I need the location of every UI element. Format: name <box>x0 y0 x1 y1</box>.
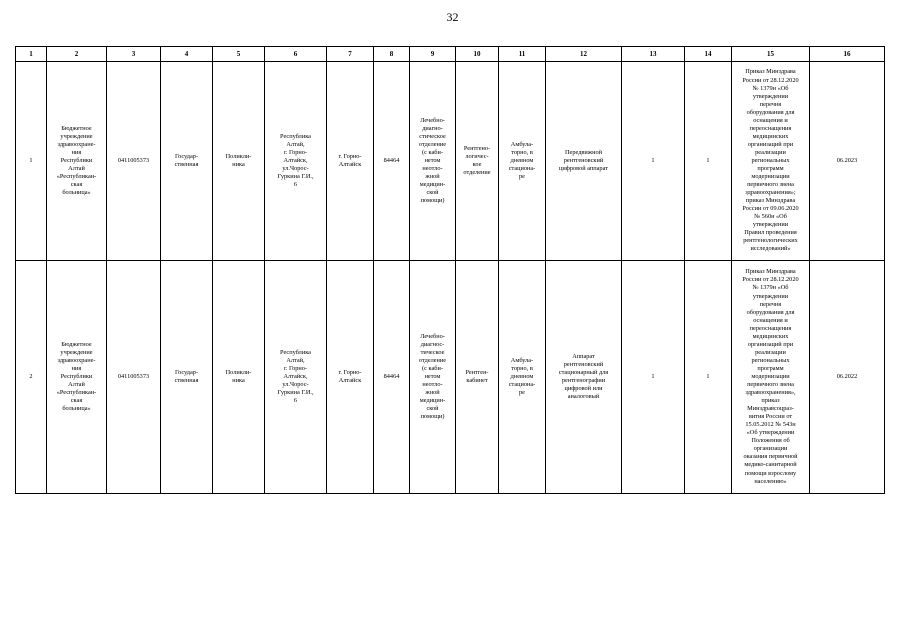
column-header: 1 <box>16 47 47 62</box>
cell-city: г. Горно- Алтайск <box>327 62 374 261</box>
cell-organization: Бюджетное учреждение здравоохране- ния Республики Алтай «Республикан- ская больница» <box>47 261 107 494</box>
page-number: 32 <box>446 10 459 24</box>
column-header: 11 <box>499 47 546 62</box>
cell-equipment: Аппарат рентгеновский стационарный для рентгенографии цифровой или аналоговый <box>546 261 622 494</box>
cell-legal-basis: Приказ Минздрава России от 28.12.2020 № 1379н «Об утверждении перечня оборудования для оснащения и переоснащения медицинских организаций при реализации региональных программ модернизации первичного звена здравоохранения»; приказ Минздрава России от 09.06.2020 № 560н «Об утверждении Правил проведения рентгенологических исследований» <box>732 62 810 261</box>
cell-quantity-required: 1 <box>622 261 685 494</box>
table-row <box>16 261 885 494</box>
column-header: 14 <box>685 47 732 62</box>
column-header: 8 <box>374 47 410 62</box>
cell-equipment: Передвижной рентгеновский цифровой аппарат <box>546 62 622 261</box>
cell-quantity: 1 <box>685 62 732 261</box>
table-header-row <box>16 47 885 62</box>
cell-quantity: 1 <box>685 261 732 494</box>
column-header: 12 <box>546 47 622 62</box>
cell-date: 06.2022 <box>810 261 885 494</box>
column-header: 7 <box>327 47 374 62</box>
cell-code: 84464 <box>374 261 410 494</box>
cell-department: Лечебно- диагно- стическое отделение (с каби- нетом неотлo- жной медицин- ской помощи) <box>410 62 456 261</box>
column-header: 5 <box>213 47 265 62</box>
column-header: 4 <box>161 47 213 62</box>
cell-unit-type: Поликли- ника <box>213 62 265 261</box>
cell-row-number: 2 <box>16 261 47 494</box>
column-header: 9 <box>410 47 456 62</box>
table-row <box>16 62 885 261</box>
cell-organization: Бюджетное учреждение здравоохране- ния Республики Алтай «Республикан- ская больница» <box>47 62 107 261</box>
cell-legal-basis: Приказ Минздрава России от 28.12.2020 № 1379н «Об утверждении перечня оборудования для оснащения и переоснащения медицинских организаций при реализации региональных программ модернизации первичного звена здравоохранения», приказ Минздравсоцраз- вития России от 15.05.2012 № 543н «Об утверждении Положения об организации оказания первичной медико-санитарной помощи взрослому населению» <box>732 261 810 494</box>
cell-date: 06.2023 <box>810 62 885 261</box>
cell-code: 84464 <box>374 62 410 261</box>
column-header: 6 <box>265 47 327 62</box>
cell-quantity-required: 1 <box>622 62 685 261</box>
cell-care-conditions: Амбула- торно, в дневном стациона- ре <box>499 62 546 261</box>
column-header: 16 <box>810 47 885 62</box>
registry-table <box>15 46 885 494</box>
column-header: 3 <box>107 47 161 62</box>
column-header: 13 <box>622 47 685 62</box>
cell-inn: 0411005373 <box>107 261 161 494</box>
cell-department: Лечебно- диагнос- тическое отделение (с каби- нетом неотлo- жной медицин- ской помощи) <box>410 261 456 494</box>
column-header: 2 <box>47 47 107 62</box>
cell-address: Республика Алтай, г. Горно- Алтайск, ул.Чорос- Гуркина Г.И., 6 <box>265 62 327 261</box>
cell-inn: 0411005373 <box>107 62 161 261</box>
cell-ownership: Государ- ственная <box>161 62 213 261</box>
column-header: 10 <box>456 47 499 62</box>
column-header: 15 <box>732 47 810 62</box>
cell-city: г. Горно- Алтайск <box>327 261 374 494</box>
cell-care-conditions: Амбула- торно, в дневном стациона- ре <box>499 261 546 494</box>
cell-subdivision: Рентген- кабинет <box>456 261 499 494</box>
cell-unit-type: Поликли- ника <box>213 261 265 494</box>
cell-ownership: Государ- ственная <box>161 261 213 494</box>
cell-subdivision: Рентгено- логичес- кое отделение <box>456 62 499 261</box>
cell-address: Республика Алтай, г. Горно- Алтайск, ул.Чорос- Гуркина Г.И., 6 <box>265 261 327 494</box>
cell-row-number: 1 <box>16 62 47 261</box>
